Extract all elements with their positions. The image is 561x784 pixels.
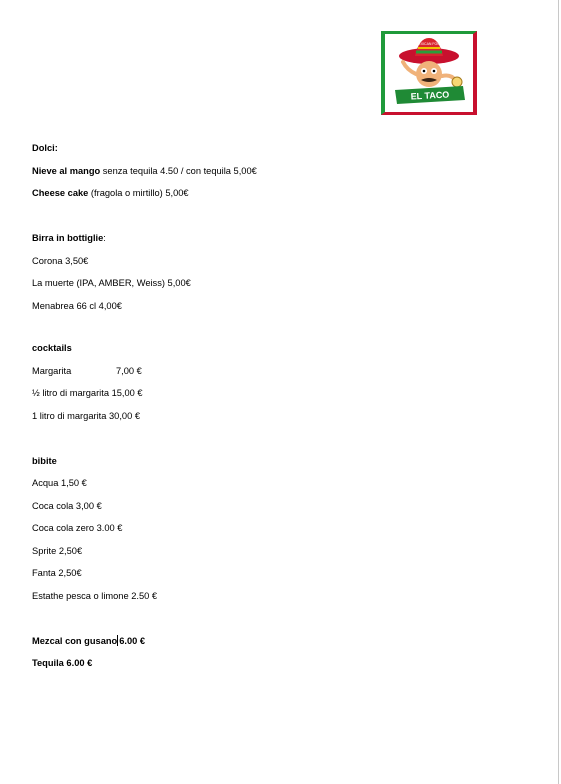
taco-mascot-icon (385, 34, 473, 112)
birra-heading-colon: : (103, 233, 106, 243)
cocktail-item-price: 7,00 € (116, 366, 142, 376)
mezcal-name: Mezcal con gusano (32, 636, 118, 646)
bibite-item: Acqua 1,50 € (32, 478, 87, 488)
dolci-item-detail: senza tequila 4.50 / con tequila 5,00€ (100, 166, 257, 176)
mezcal-line[interactable] (32, 635, 145, 647)
cocktail-item-name: Margarita (32, 366, 72, 376)
bibite-item: Fanta 2,50€ (32, 568, 82, 578)
cocktail-item: 1 litro di margarita 30,00 € (32, 411, 141, 421)
dolci-heading: Dolci: (32, 143, 58, 153)
bibite-item: Coca cola zero 3.00 € (32, 523, 123, 533)
tequila-line: Tequila 6.00 € (32, 658, 93, 668)
dolci-item-cheesecake (32, 187, 189, 199)
dolci-item-nieve (32, 165, 257, 177)
dolci-item-name: Nieve al mango (32, 166, 101, 176)
bibite-item: Sprite 2,50€ (32, 546, 83, 556)
cocktail-item-margarita (32, 365, 142, 377)
bibite-item: Coca cola 3,00 € (32, 501, 102, 511)
birra-item: Menabrea 66 cl 4,00€ (32, 301, 122, 311)
birra-item: La muerte (IPA, AMBER, Weiss) 5,00€ (32, 278, 191, 288)
dolci-item-detail: (fragola o mirtillo) 5,00€ (88, 188, 189, 198)
logo-banner-text: EL TACO (410, 89, 450, 102)
page-edge (558, 0, 559, 784)
bibite-heading: bibite (32, 456, 57, 466)
dolci-item-name: Cheese cake (32, 188, 89, 198)
birra-heading-text: Birra in bottiglie (32, 233, 104, 243)
mezcal-price: 6.00 € (119, 636, 146, 646)
logo-top-text: MEXICAN FOOD (415, 42, 443, 46)
cocktail-item: ½ litro di margarita 15,00 € (32, 388, 143, 398)
el-taco-logo (381, 31, 477, 115)
birra-item: Corona 3,50€ (32, 256, 89, 266)
cocktails-heading: cocktails (32, 343, 72, 353)
birra-heading (32, 232, 106, 244)
bibite-item: Estathe pesca o limone 2.50 € (32, 591, 158, 601)
